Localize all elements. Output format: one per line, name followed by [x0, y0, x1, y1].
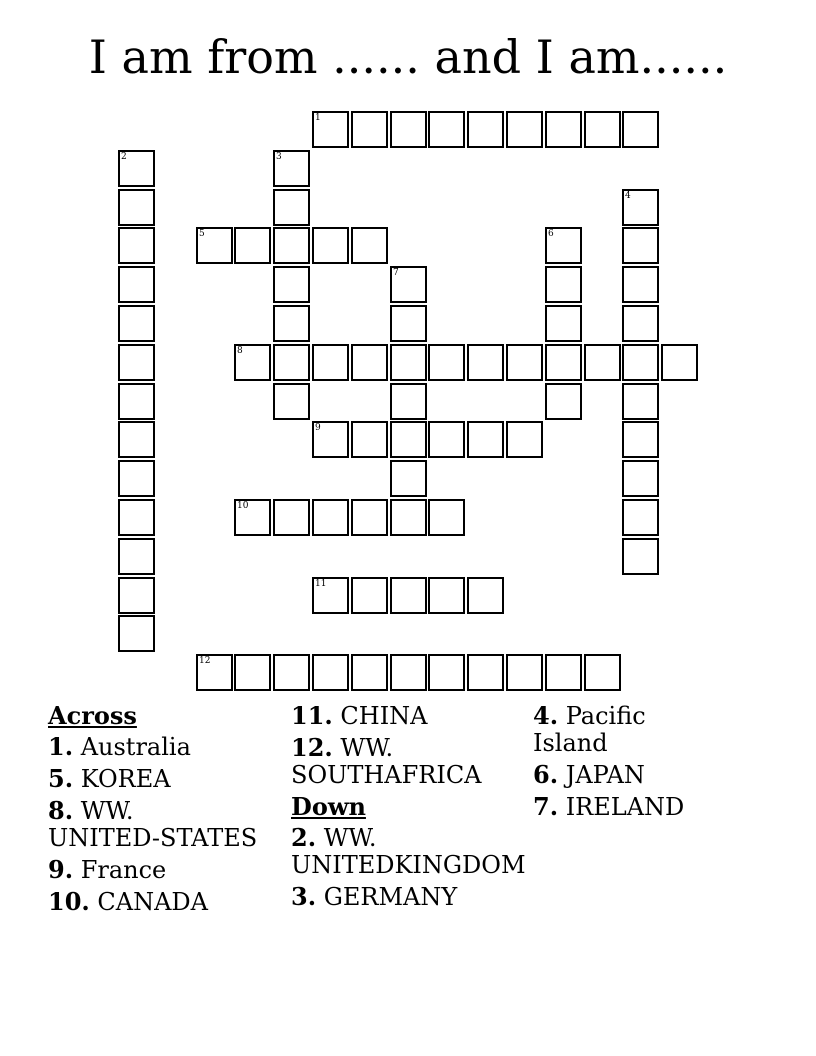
- crossword-cell[interactable]: [428, 421, 465, 458]
- crossword-cell[interactable]: [118, 150, 155, 187]
- cell-number: 2: [121, 152, 127, 162]
- crossword-cell[interactable]: [390, 305, 427, 342]
- clue-text: WW.: [323, 824, 377, 852]
- crossword-cell[interactable]: [118, 189, 155, 226]
- crossword-cell[interactable]: [390, 111, 427, 148]
- crossword-cell[interactable]: [467, 577, 504, 614]
- crossword-cell[interactable]: [273, 189, 310, 226]
- crossword-cell[interactable]: [351, 421, 388, 458]
- clue-number: 3.: [291, 882, 317, 911]
- clue-text: Pacific: [565, 702, 646, 730]
- crossword-cell[interactable]: [428, 499, 465, 536]
- clue-across-9: [48, 856, 283, 884]
- crossword-cell[interactable]: [390, 460, 427, 497]
- clue-column-2: [291, 702, 527, 915]
- crossword-cell[interactable]: [622, 344, 659, 381]
- crossword-cell[interactable]: [584, 344, 621, 381]
- crossword-cell[interactable]: [312, 344, 349, 381]
- crossword-cell[interactable]: [622, 421, 659, 458]
- cell-number: 1: [315, 113, 321, 123]
- crossword-cell[interactable]: [118, 305, 155, 342]
- crossword-cell[interactable]: [273, 227, 310, 264]
- crossword-cell[interactable]: [118, 499, 155, 536]
- crossword-cell[interactable]: [506, 654, 543, 691]
- crossword-cell[interactable]: [118, 421, 155, 458]
- crossword-cell[interactable]: [118, 383, 155, 420]
- cell-number: 5: [199, 229, 205, 239]
- crossword-cell[interactable]: [506, 344, 543, 381]
- crossword-cell[interactable]: [351, 577, 388, 614]
- clue-number: 4.: [533, 701, 559, 730]
- clue-down-2: [291, 824, 527, 879]
- crossword-cell[interactable]: [234, 499, 271, 536]
- crossword-cell[interactable]: [622, 305, 659, 342]
- crossword-cell[interactable]: [312, 577, 349, 614]
- crossword-cell[interactable]: [273, 499, 310, 536]
- crossword-cell[interactable]: [273, 383, 310, 420]
- crossword-cell[interactable]: [118, 227, 155, 264]
- crossword-cell[interactable]: [351, 654, 388, 691]
- clue-text: WW.: [340, 734, 394, 762]
- crossword-cell[interactable]: [506, 421, 543, 458]
- crossword-cell[interactable]: [118, 538, 155, 575]
- crossword-cell[interactable]: [118, 615, 155, 652]
- crossword-cell[interactable]: [273, 305, 310, 342]
- clue-text: KOREA: [80, 765, 171, 793]
- crossword-cell[interactable]: [234, 344, 271, 381]
- clue-number: 12.: [291, 733, 333, 762]
- crossword-cell[interactable]: [467, 654, 504, 691]
- crossword-cell[interactable]: [390, 577, 427, 614]
- crossword-cell[interactable]: [622, 266, 659, 303]
- clue-across-1: [48, 733, 283, 761]
- cell-number: 10: [237, 501, 249, 511]
- crossword-cell[interactable]: [390, 344, 427, 381]
- crossword-cell[interactable]: [390, 654, 427, 691]
- clue-number: 10.: [48, 887, 90, 916]
- clue-number: 11.: [291, 702, 333, 730]
- cell-number: 7: [393, 268, 399, 278]
- clue-across-5: [48, 765, 283, 793]
- crossword-cell[interactable]: [545, 305, 582, 342]
- clue-text: CANADA: [97, 888, 209, 916]
- clue-text-line2: UNITEDKINGDOM: [291, 851, 526, 879]
- clue-number: 1.: [48, 732, 74, 761]
- crossword-cell[interactable]: [118, 344, 155, 381]
- clue-text-line2: SOUTHAFRICA: [291, 761, 482, 789]
- crossword-cell[interactable]: [234, 654, 271, 691]
- clue-column-1: [48, 702, 283, 920]
- crossword-cell[interactable]: [622, 460, 659, 497]
- crossword-cell[interactable]: [467, 344, 504, 381]
- crossword-cell[interactable]: [196, 227, 233, 264]
- crossword-cell[interactable]: [584, 654, 621, 691]
- crossword-cell[interactable]: [428, 344, 465, 381]
- crossword-cell[interactable]: [312, 421, 349, 458]
- crossword-cell[interactable]: [351, 227, 388, 264]
- crossword-cell[interactable]: [428, 654, 465, 691]
- clue-down-6: [533, 761, 763, 789]
- crossword-cell[interactable]: [390, 266, 427, 303]
- crossword-cell[interactable]: [467, 111, 504, 148]
- crossword-cell[interactable]: [545, 344, 582, 381]
- clue-text: IRELAND: [565, 793, 685, 821]
- clue-number: 7.: [533, 792, 559, 821]
- crossword-cell[interactable]: [273, 150, 310, 187]
- clue-number: 6.: [533, 760, 559, 789]
- crossword-cell[interactable]: [312, 227, 349, 264]
- crossword-cell[interactable]: [312, 111, 349, 148]
- clue-across-11: [291, 702, 527, 730]
- cell-number: 4: [625, 191, 631, 201]
- clue-text: GERMANY: [323, 883, 458, 911]
- cell-number: 9: [315, 423, 321, 433]
- clue-text: Australia: [80, 733, 191, 761]
- crossword-cell[interactable]: [273, 344, 310, 381]
- clue-text: France: [80, 856, 167, 884]
- crossword-cell[interactable]: [351, 111, 388, 148]
- crossword-cell[interactable]: [545, 383, 582, 420]
- crossword-cell[interactable]: [622, 189, 659, 226]
- crossword-cell[interactable]: [196, 654, 233, 691]
- clue-number: 2.: [291, 823, 317, 852]
- crossword-cell[interactable]: [545, 111, 582, 148]
- crossword-cell[interactable]: [622, 383, 659, 420]
- crossword-cell[interactable]: [622, 227, 659, 264]
- cell-number: 8: [237, 346, 243, 356]
- crossword-cell[interactable]: [234, 227, 271, 264]
- crossword-cell[interactable]: [545, 654, 582, 691]
- clue-text-line2: Island: [533, 729, 608, 757]
- crossword-cell[interactable]: [622, 499, 659, 536]
- crossword-cell[interactable]: [118, 577, 155, 614]
- crossword-cell[interactable]: [622, 111, 659, 148]
- clue-number: 5.: [48, 764, 74, 793]
- crossword-cell[interactable]: [428, 577, 465, 614]
- down-heading: Down: [291, 792, 366, 821]
- crossword-cell[interactable]: [312, 654, 349, 691]
- clue-number: 9.: [48, 855, 74, 884]
- crossword-cell[interactable]: [390, 421, 427, 458]
- clue-down-7: [533, 793, 763, 821]
- clue-text-line2: UNITED-STATES: [48, 824, 258, 852]
- crossword-cell[interactable]: [622, 538, 659, 575]
- clue-text: JAPAN: [565, 761, 645, 789]
- clue-text: CHINA: [340, 702, 428, 730]
- crossword-cell[interactable]: [545, 227, 582, 264]
- crossword-cell[interactable]: [351, 499, 388, 536]
- crossword-cell[interactable]: [584, 111, 621, 148]
- crossword-cell[interactable]: [351, 344, 388, 381]
- clue-across-12: [291, 734, 527, 789]
- cell-number: 3: [276, 152, 282, 162]
- crossword-cell[interactable]: [312, 499, 349, 536]
- clue-text: WW.: [80, 797, 134, 825]
- crossword-cell[interactable]: [661, 344, 698, 381]
- clue-down-4: [533, 702, 763, 757]
- crossword-cell[interactable]: [118, 266, 155, 303]
- crossword-cell[interactable]: [467, 421, 504, 458]
- clue-number: 8.: [48, 796, 74, 825]
- crossword-cell[interactable]: [118, 460, 155, 497]
- clue-across-8: [48, 797, 283, 852]
- page-title: I am from ...... and I am......: [88, 30, 728, 84]
- crossword-cell[interactable]: [428, 111, 465, 148]
- crossword-cell[interactable]: [273, 654, 310, 691]
- across-heading: Across: [48, 701, 137, 730]
- clue-down-3: [291, 883, 527, 911]
- crossword-cell[interactable]: [506, 111, 543, 148]
- cell-number: 11: [315, 579, 327, 589]
- clue-across-10: [48, 888, 283, 916]
- cell-number: 12: [199, 656, 211, 666]
- cell-number: 6: [548, 229, 554, 239]
- crossword-cell[interactable]: [273, 266, 310, 303]
- crossword-cell[interactable]: [390, 499, 427, 536]
- crossword-cell[interactable]: [390, 383, 427, 420]
- clue-column-3: [533, 702, 763, 825]
- crossword-cell[interactable]: [545, 266, 582, 303]
